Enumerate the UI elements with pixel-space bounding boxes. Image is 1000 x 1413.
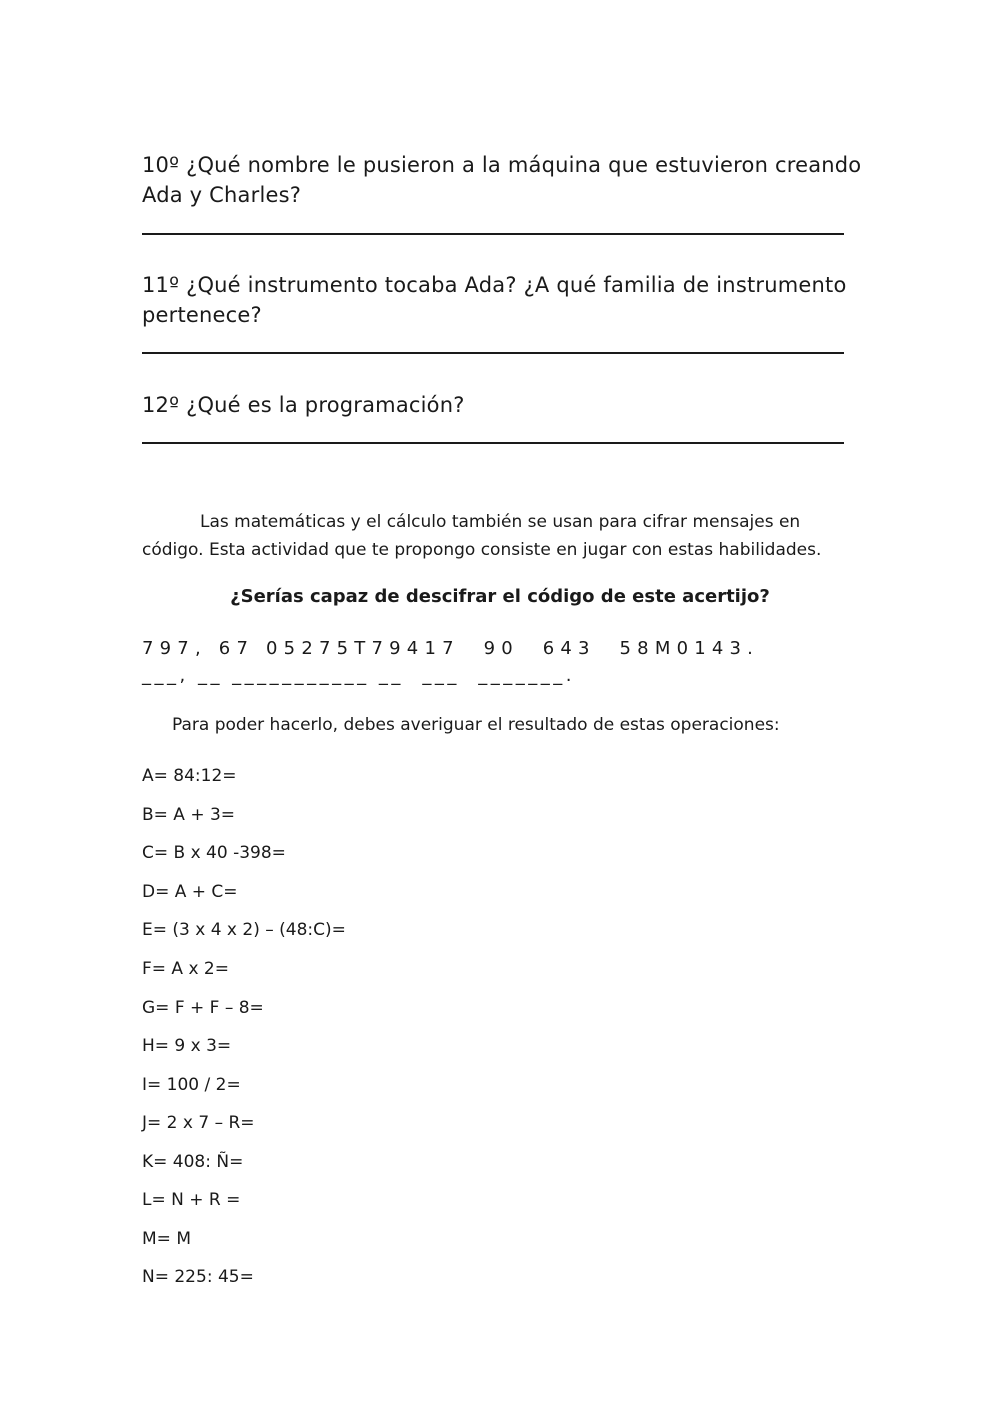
intro-paragraph xyxy=(142,508,858,564)
answer-line-11[interactable] xyxy=(142,352,844,354)
cipher-answer-blanks[interactable]: ___, __ ___________ __ ___ _______. xyxy=(142,665,575,686)
answer-line-12[interactable] xyxy=(142,442,844,444)
intro-line-2: código. Esta actividad que te propongo consiste en jugar con estas habilidades. xyxy=(142,540,822,560)
operation-d: D= A + C= xyxy=(142,882,238,902)
operations-instructions: Para poder hacerlo, debes averiguar el resultado de estas operaciones: xyxy=(172,715,780,735)
operation-c: C= B x 40 -398= xyxy=(142,843,286,863)
operation-n: N= 225: 45= xyxy=(142,1267,254,1287)
intro-line-1: Las matemáticas y el cálculo también se usan para cifrar mensajes en xyxy=(200,512,801,532)
operation-f: F= A x 2= xyxy=(142,959,229,979)
operation-l: L= N + R = xyxy=(142,1190,241,1210)
question-11-line-2: pertenece? xyxy=(142,303,262,327)
operation-m: M= M xyxy=(142,1229,191,1249)
operation-a: A= 84:12= xyxy=(142,766,237,786)
question-12 xyxy=(142,390,862,420)
question-11-line-1: 11º ¿Qué instrumento tocaba Ada? ¿A qué familia de instrumento xyxy=(142,273,847,297)
operation-i: I= 100 / 2= xyxy=(142,1075,241,1095)
question-12-line-1: 12º ¿Qué es la programación? xyxy=(142,393,465,417)
question-11 xyxy=(142,270,862,330)
operation-e: E= (3 x 4 x 2) – (48:C)= xyxy=(142,920,346,940)
operation-g: G= F + F – 8= xyxy=(142,998,264,1018)
riddle-title: ¿Serías capaz de descifrar el código de este acertijo? xyxy=(230,586,770,607)
question-10 xyxy=(142,150,862,210)
operation-k: K= 408: Ñ= xyxy=(142,1152,244,1172)
question-10-line-1: 10º ¿Qué nombre le pusieron a la máquina que estuvieron creando xyxy=(142,153,862,177)
cipher-code: 797, 67 05275T79417 90 643 58M0143. xyxy=(142,638,760,659)
operation-b: B= A + 3= xyxy=(142,805,236,825)
question-10-line-2: Ada y Charles? xyxy=(142,183,302,207)
operation-j: J= 2 x 7 – R= xyxy=(142,1113,255,1133)
operation-h: H= 9 x 3= xyxy=(142,1036,232,1056)
answer-line-10[interactable] xyxy=(142,233,844,235)
